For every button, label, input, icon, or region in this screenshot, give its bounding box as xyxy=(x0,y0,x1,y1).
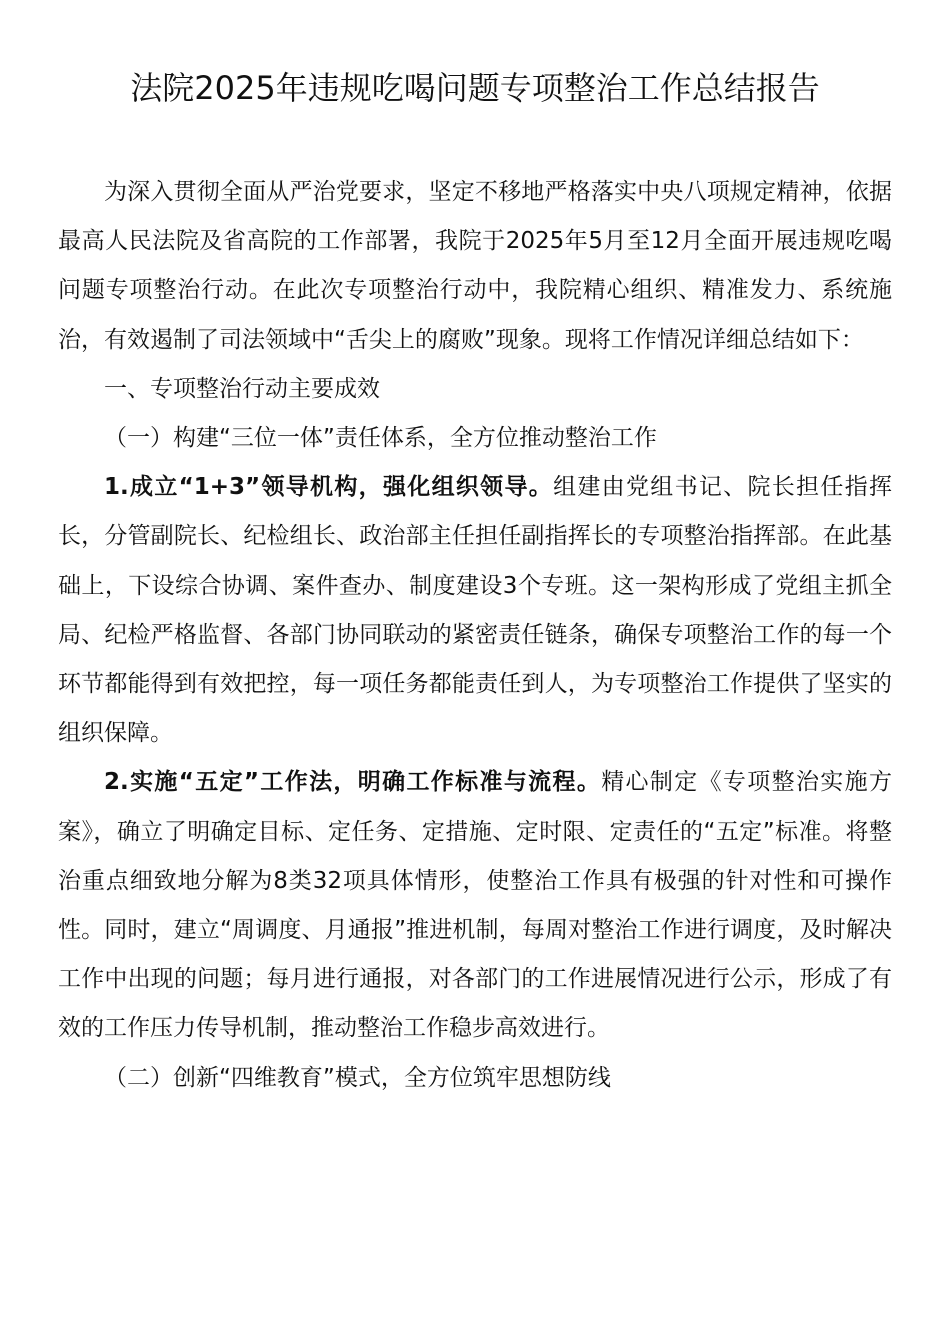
document-body xyxy=(58,168,892,1103)
item-paragraph xyxy=(58,463,892,758)
section-heading xyxy=(58,365,892,414)
paragraph-text: 为深入贯彻全面从严治党要求，坚定不移地严格落实中央八项规定精神，依据最高人民法院及省高院的工作部署，我院于2025年5月至12月全面开展违规吃喝问题专项整治行动。在此次专项整治行动中，我院精心组织、精准发力、系统施治，有效遏制了司法领域中“舌尖上的腐败”现象。现将工作情况详细总结如下： xyxy=(58,179,892,353)
subsection-heading xyxy=(58,414,892,463)
paragraph-text: 精心制定《专项整治实施方案》，确立了明确定目标、定任务、定措施、定时限、定责任的“五定”标准。将整治重点细致地分解为8类32项具体情形，使整治工作具有极强的针对性和可操作性。同时，建立“周调度、月通报”推进机制，每周对整治工作进行调度，及时解决工作中出现的问题；每月进行通报，对各部门的工作进展情况进行公示，形成了有效的工作压力传导机制，推动整治工作稳步高效进行。 xyxy=(58,769,892,1042)
subsection-heading xyxy=(58,1054,892,1103)
paragraph-text: （二）创新“四维教育”模式，全方位筑牢思想防线 xyxy=(104,1064,611,1091)
item-heading: 1.成立“1+3”领导机构，强化组织领导。 xyxy=(104,474,554,501)
paragraph-text: （一）构建“三位一体”责任体系，全方位推动整治工作 xyxy=(104,425,657,452)
intro-paragraph xyxy=(58,168,892,365)
paragraph-text: 一、专项整治行动主要成效 xyxy=(104,375,380,402)
page-title: 法院2025年违规吃喝问题专项整治工作总结报告 xyxy=(130,69,820,107)
item-paragraph xyxy=(58,758,892,1053)
paragraph-text: 组建由党组书记、院长担任指挥长，分管副院长、纪检组长、政治部主任担任副指挥长的专项整治指挥部。在此基础上，下设综合协调、案件查办、制度建设3个专班。这一架构形成了党组主抓全局、纪检严格监督、各部门协同联动的紧密责任链条，确保专项整治工作的每一个环节都能得到有效把控，每一项任务都能责任到人，为专项整治工作提供了坚实的组织保障。 xyxy=(58,474,892,747)
item-heading: 2.实施“五定”工作法，明确工作标准与流程。 xyxy=(104,769,602,796)
